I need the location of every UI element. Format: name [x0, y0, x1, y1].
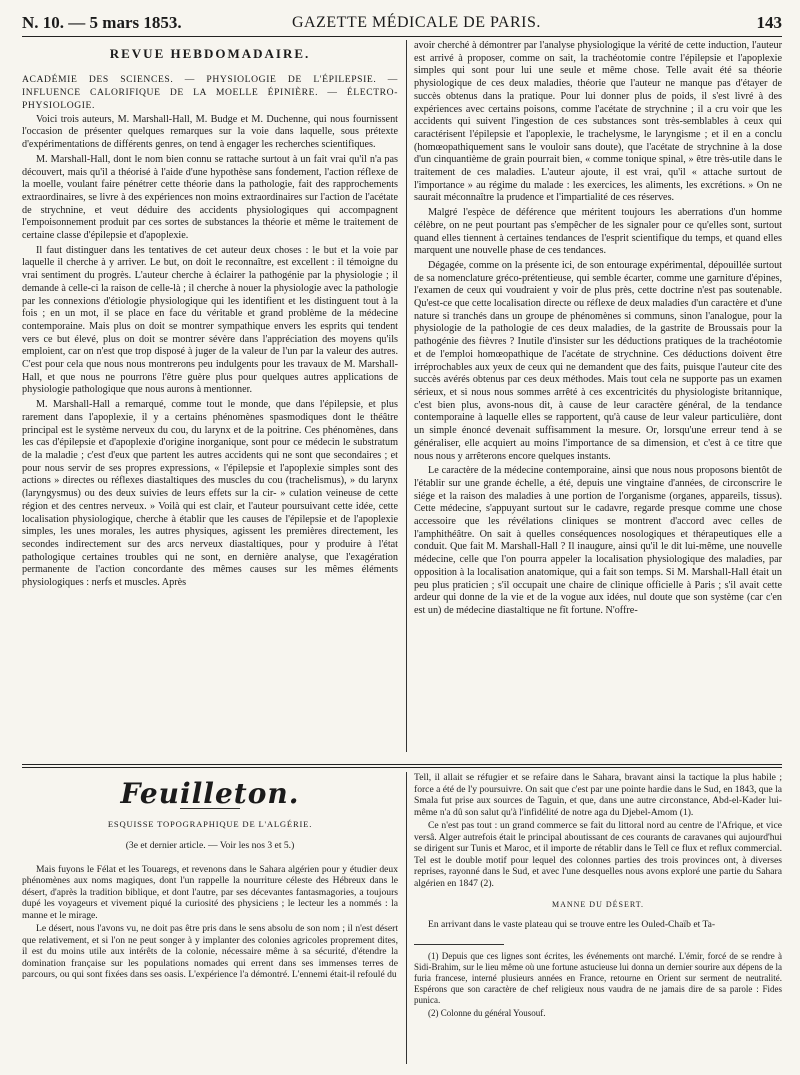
- revue-paragraph: Le caractère de la médecine contemporaine, ainsi que nous nous proposons bientôt de l'établir sur une grande échelle, a été, depuis une vingtaine d'années, de circonscrire le siége et la raison des maladies à une portion de l'organisme (organes, appareils, tissus). Cette médecine, s'appuyant surtout sur le cadavre, regarde presque comme une chose accessoire que les révélations cliniques se montrent d'accord avec celles de l'amphithéâtre. On sait à quelles conséquences nosologiques et thérapeutiques elle a conduit. Que fait M. Marshall-Hall ? Il inaugure, ainsi qu'il le dit lui-même, une nouvelle médecine, celle que l'on pourra appeler la localisation physiologique des maladies, par opposition à la localisation anatomique, qui a fait son temps. Si M. Marshall-Hall était un peu plus praticien ; s'il occupait une chaire de clinique officielle à Paris ; s'il avait cette ardeur qui donne de la vie et de la vogue aux idées, nul doute que son système (car c'en est un) de médecine diastaltique ne fît fortune. N'offre-: [414, 465, 782, 616]
- feuilleton-right-column: [414, 772, 782, 1068]
- newspaper-title: GAZETTE MÉDICALE DE PARIS.: [292, 14, 541, 31]
- revue-left-column: [22, 40, 398, 758]
- column-divider: [406, 772, 407, 1064]
- feuilleton-paragraph: En arrivant dans le vaste plateau qui se trouve entre les Ouled-Chaïb et Ta-: [428, 918, 716, 930]
- revue-paragraph: M. Marshall-Hall a remarqué, comme tout le monde, que dans l'épilepsie, et plus rarement dans l'apoplexie, il y a certains phénomènes spasmodiques dont le théâtre principal est le système nerveux du cou, du larynx et de la poitrine. Ces phénomènes, dans les cas d'épilepsie et d'apoplexie d'origine inorganique, sont pour ce médecin le substratum de la maladie ; c'est d'eux que partent les autres accidents qui ne sont que secondaires ; et pour nous servir de ses propres expressions, « l'épilepsie et l'apoplexie simples sont des actions » directes ou réflexes diastaltiques des muscles du cou (trachelismus), » du larynx (laryngysmus) ou des deux suivies de leurs effets sur la cir- » culation veineuse de cette région et des centres nerveux. » Voilà qui est clair, et l'auteur poursuivant cette idée, cette localisation physiologique, cherche à établir que les causes de l'épilepsie et de l'apoplexie simples, les unes morales, les autres physiques, agissent les premières directement, les secondes indirectement sur des arcs nerveux diastaltiques, pour y produire à l'état pathologique certaines troubles qui ne sont, en dernière analyse, que l'exagération permanente de l'action concordante des mêmes causes sur les mêmes éléments physiologiques : nerfs et muscles. Après: [22, 399, 398, 589]
- article-note: (3e et dernier article. — Voir les nos 3 et 5.): [125, 840, 295, 851]
- section-divider: [22, 767, 782, 768]
- revue-title: REVUE HEBDOMADAIRE.: [109, 46, 311, 61]
- footnote: (2) Colonne du général Yousouf.: [428, 1008, 546, 1018]
- feuilleton-paragraph: Ce n'est pas tout : un grand commerce se fait du littoral nord au centre de l'Afrique, et vice versâ. Alger autrefois était le principal aboutissant de ces courants de caravanes qui aujourd'hui se dirigent sur Tunis et Maroc, et il importe de rétablir dans le Tell ce flux et reflux commercial. Tel est le double motif pour lequel des colonnes parties des trois provinces ont, à diverses reprises, rayonné dans le Sud, et avec l'une desquelles nous avons exploré une partie du Sahara algérien en 1847 (2).: [414, 820, 782, 889]
- column-divider: [406, 40, 407, 752]
- revue-paragraph: Voici trois auteurs, M. Marshall-Hall, M. Budge et M. Duchenne, qui nous fournissent l'occasion de présenter quelques remarques sur la voie dans laquelle, sous prétexte d'expérimentations de différents genres, on tend à engager les recherches scientifiques.: [22, 113, 398, 151]
- page-number: 143: [756, 13, 782, 32]
- revue-paragraph: Malgré l'espèce de déférence que méritent toujours les aberrations d'un homme célèbre, on ne peut pourtant pas s'empêcher de les signaler pour ce qu'elles sont, surtout quand elles tiennent à certaines tendances de l'esprit scientifique du temps, et quand elles marquent une nouvelle phase de ces tendances.: [414, 207, 782, 257]
- footnote: (1) Depuis que ces lignes sont écrites, les événements ont marché. L'émir, forcé de se rendre à Sidi-Brahim, sur le lieu même où une fortune astucieuse lui donna un dernier sourire aux dépens de la furia francese, interné plusieurs années en France, retourne en Orient sur serment de neutralité. Espérons que son caractère de chef religieux nous vaudra de ne jamais dire de sa parole : Fides punica.: [414, 951, 782, 1005]
- revue-paragraph: Il faut distinguer dans les tentatives de cet auteur deux choses : le but et la voie par laquelle il cherche à y arriver. Le but, on doit le reconnaître, est excellent : il témoigne du vrai sentiment du progrès. L'auteur cherche à éclairer la pathogénie par la physiologie ; il demande à celle-ci la raison de celle-là ; il cherche à nouer la physiologie avec la pathologie par les connexions d'étiologie physiologique qui les identifient et les distinguent tout à la fois ; en un mot, il se place en face du véritable et grand problème de la médecine contemporaine. Mais plus on doit se montrer sympathique envers les esprits qui tendent vers ce but élevé, plus on doit se montrer sévère dans l'appréciation des moyens qu'ils emploient, car on n'est que trop disposé à juger de la valeur de l'un par la valeur des autres. C'est pour cela que nous nous montrerons peu indulgents pour les travaux de M. Marshall-Hall, et que nous ne pourrons l'être guère plus pour quelques autres applications de physiologie pathologique que nous aurons à mentionner.: [22, 244, 398, 396]
- revue-paragraph: M. Marshall-Hall, dont le nom bien connu se rattache surtout à un fait vrai qu'il n'a pas découvert, mais qu'il a théorisé à l'aide d'une hypothèse sans fondement, l'action réflexe de la moelle, voulant faire pénétrer cette théorie dans la pathologie, fait des rapprochements extraordinaires, se livre à des expériences non moins extraordinaires sur l'action de l'acétate de strychnine, et veut déduire des accidents physiologiques qui accompagnent l'empoisonnement produit par ces sortes de substances la théorie et même le traitement de certaine classe d'épilepsie et d'apoplexie.: [22, 153, 398, 242]
- masthead: [22, 10, 782, 37]
- revue-summary: ACADÉMIE DES SCIENCES. — PHYSIOLOGIE DE L'ÉPILEPSIE. — INFLUENCE CALORIFIQUE DE LA MOELLE ÉPINIÈRE. — ÉLECTRO-PHYSIOLOGIE.: [22, 73, 398, 111]
- section-divider: [22, 764, 782, 765]
- revue-paragraph: avoir cherché à démontrer par l'analyse physiologique la vérité de cette induction, l'auteur est arrivé à proposer, comme on sait, la trachéotomie contre l'épilepsie et l'apoplexie simples qui sont pour lui une seule et même chose. Telle avait été sa théorie physiologique de ces deux maladies, théorie que l'auteur ne manque pas d'étayer de succès obtenus dans la pratique. Pour lui donner plus de poids, il s'est livré à des expériences avec certains poisons, comme l'acétate de strychnine ; il a cru voir que les accidents qui suivent l'ingestion de ces substances sont très-semblables à ceux qui caractérisent l'épilepsie et l'apoplexie, le trachelysme, le laryngisme ; et il en a conclu (homœopathiquement sans le vouloir sans doute), que l'acétate de strychnine à la dose d'un cinquantième de grain pourrait bien, « comme tonique spinal, » être très-utile dans le traitement de ces maladies. L'auteur ajoute, il est vrai, qu'il « attache surtout de l'importance » au régime du malade : les exercices, les aliments, les excrétions. » On ne saurait méconnaître la prudence et l'impartialité de ces réserves.: [414, 40, 782, 204]
- feuilleton-paragraph: Tell, il allait se réfugier et se refaire dans le Sahara, bravant ainsi la tactique la plus habile ; force a été de l'y poursuivre. On sait que c'est par une pointe hardie dans le Sud, en 1843, que la Smala fut prise aux sources de Taguin, et que, dans une autre circonstance, Abd-el-Kader lui-même n'a dû son salut qu'à l'infidélité de notre aga du Djebel-Amom (1).: [414, 772, 782, 818]
- revue-right-column: [414, 40, 782, 758]
- footnote-rule: [414, 944, 504, 945]
- feuilleton-paragraph: Le désert, nous l'avons vu, ne doit pas être pris dans le sens absolu de son nom ; il n'est désert que relativement, et si l'on ne peut songer à y implanter des colonies agricoles proprement dites, il est du moins utile aux intérêts de la colonie, nécessaire même à sa sécurité, d'étendre la domination française sur les populations nomades qui errent dans ses immenses terres de parcours, ou qui sont fixées dans ses oasis. L'expérience l'a démontré. L'ennemi était-il refoulé du: [22, 923, 398, 980]
- issue-date: N. 10. — 5 mars 1853.: [22, 13, 182, 32]
- feuilleton-subtitle: ESQUISSE TOPOGRAPHIQUE DE L'ALGÉRIE.: [107, 818, 313, 829]
- feuilleton-left-column: [22, 772, 398, 1068]
- feuilleton-title: Feuilleton.: [120, 777, 300, 810]
- feuilleton-paragraph: Mais fuyons le Félat et les Touaregs, et revenons dans le Sahara algérien pour y étudier deux phénomènes aux noms magiques, dont l'un rappelle la nourriture céleste des Hébreux dans le désert, d'après la tradition biblique, et dont l'autre, par ses décevantes fantasmagories, a toujours dupé les voyageurs et vivement piqué la curiosité des physiciens ; le lecteur les a nommés : la manne et le mirage.: [22, 863, 398, 921]
- newspaper-page: [22, 10, 782, 1068]
- manne-heading: MANNE DU DÉSERT.: [551, 900, 645, 909]
- revue-paragraph: Dégagée, comme on la présente ici, de son entourage expérimental, dépouillée surtout de sa nomenclature gréco-prétentieuse, qui semble écarter, comme une garniture d'épines, l'examen de ceux qui voudraient y voir de plus près, cette doctrine n'est pas soutenable. Qu'est-ce que cette localisation directe ou réflexe de deux maladies d'un caractère et d'une nature si tranchés dans un groupe de phénomènes si communs, sinon l'analogue, pour la physiologie de la pathologie de ces deux maladies, de la gastrite de Broussais pour la pathogénie des fièvres ? Inutile d'insister sur les déductions pratiques de la trachéotomie et de l'emploi homœopathique de l'acétate de strychnine. Ces déductions doivent être irréprochables aux yeux de ceux qui ne demandent que des faits, puisque l'auteur cite des succès avérés obtenus par ces deux méthodes. Mais tout cela ne supporte pas un examen sérieux, et si nous nous sommes arrêté à ces excentricités du physiologiste britannique, c'est bien plus, avons-nous dit, à cause de leur caractère général, de la tendance contemporaine à laquelle elles se rapportent, qu'à cause de leur valeur particulière, dont un simple énoncé devenait suffisamment la mesure. Or, lorsqu'une erreur tend à se généraliser, elle acquiert au moins l'importance de sa dimension, et c'est à ce titre que nous nous y arrêterons encore quelques instants.: [414, 259, 782, 462]
